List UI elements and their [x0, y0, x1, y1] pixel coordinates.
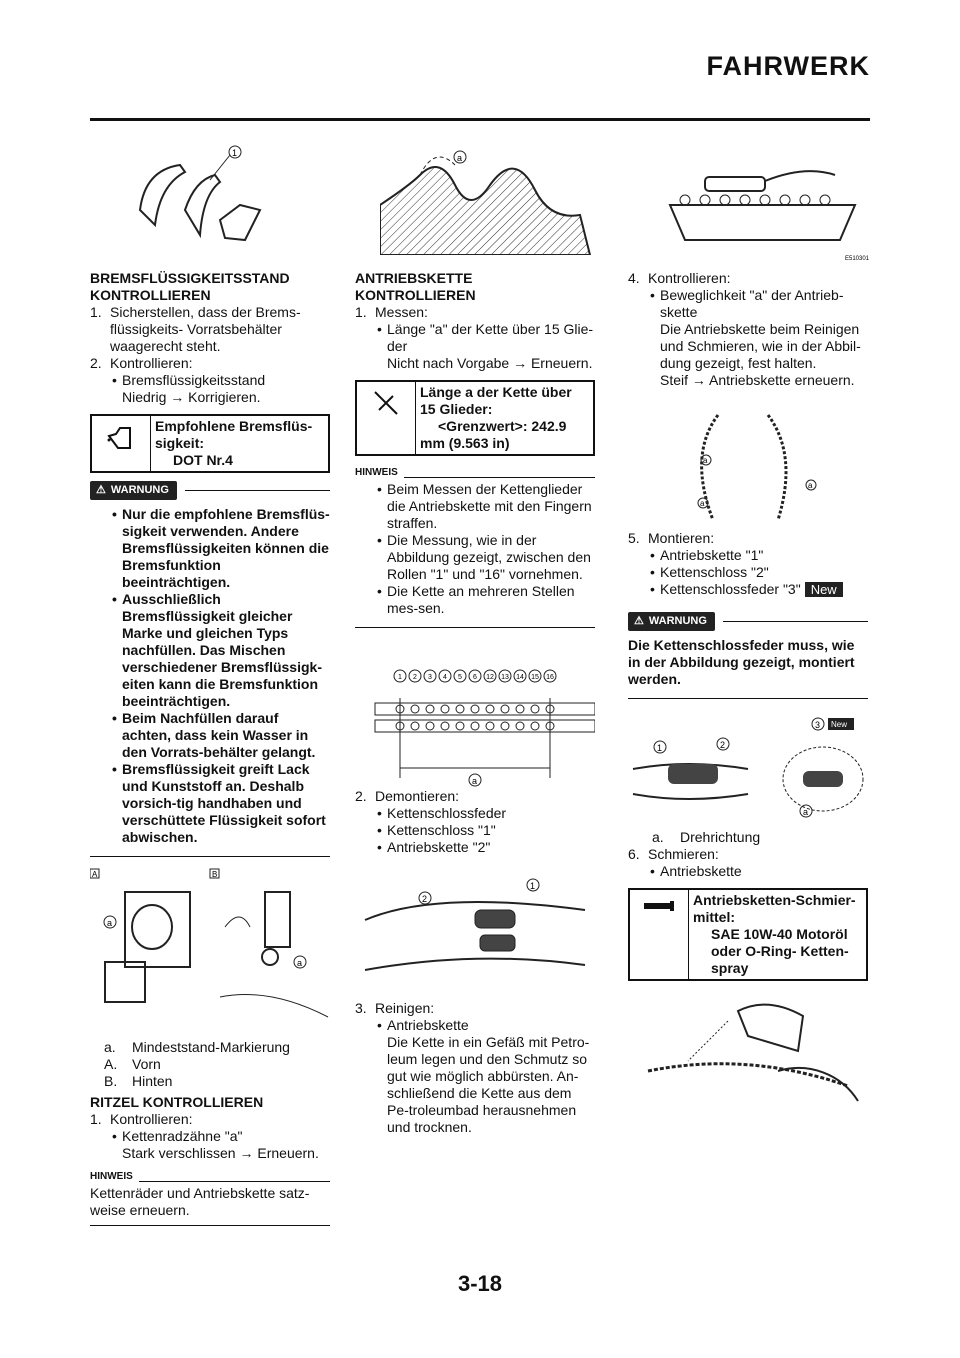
new-badge: New: [805, 582, 843, 597]
warning-header: [628, 612, 868, 631]
bullet-item: • Beweglichkeit "a" der Antrieb-skette: [628, 287, 868, 321]
oil-can-icon: [106, 422, 136, 452]
section-title-brake-fluid: BREMSFLÜSSIGKEITSSTAND KONTROLLIEREN: [90, 270, 290, 303]
chain-number: 13: [501, 674, 509, 681]
chain-number: 12: [486, 674, 494, 681]
spec-label: Antriebsketten-Schmier-mittel:: [693, 892, 856, 925]
svg-text:2: 2: [422, 894, 428, 904]
warning-header: [90, 481, 330, 500]
figure-code: E510301: [845, 256, 870, 262]
chain-roller: [486, 705, 494, 713]
step-4: 4. Kontrollieren:: [628, 270, 731, 286]
svg-text:B: B: [212, 870, 218, 879]
chain-number: 6: [473, 674, 477, 681]
chain-number: 4: [443, 674, 447, 681]
spec-box-chain-length: [355, 380, 595, 456]
chain-number: 16: [546, 674, 554, 681]
bullet-item: • Antriebskette "2": [355, 839, 595, 856]
chain-number: 15: [531, 674, 539, 681]
step-6: 6. Schmieren:: [628, 846, 719, 862]
chain-number: 14: [516, 674, 524, 681]
warning-list: [90, 506, 330, 846]
warning-label: WARNUNG: [110, 484, 169, 496]
chain-flex-figure: [628, 395, 868, 530]
bullet-chain-length-sub: Nicht nach Vorgabe → Erneuern.: [387, 355, 593, 371]
hinweis-item: • Die Messung, wie in der Abbildung gezeigt, zwischen den Rollen "1" und "16" vornehmen.: [355, 532, 595, 583]
chain-number: 3: [428, 674, 432, 681]
section-title-sprocket: RITZEL KONTROLLIEREN: [90, 1094, 264, 1110]
chain-roller: [516, 705, 524, 713]
chain-roller: [456, 722, 464, 730]
wrench-icon: [371, 388, 401, 418]
chain-roller: [426, 705, 434, 713]
bullet-fluid-level: • Bremsflüssigkeitsstand: [90, 372, 330, 389]
svg-text:A: A: [92, 870, 98, 879]
bullet-sprocket-teeth: • Kettenradzähne "a": [90, 1128, 330, 1145]
hinweis-item: • Beim Messen der Kettenglieder die Antriebskette mit den Fingern straffen.: [355, 481, 595, 532]
spec-value: SAE 10W-40 Motoröl oder O-Ring- Ketten-spray: [711, 926, 849, 976]
bullet-item: • Kettenschloss "2": [628, 564, 868, 581]
bullet-chain-length: • Länge "a" der Kette über 15 Glie-der: [355, 321, 595, 355]
grease-gun-icon: [642, 896, 676, 916]
step-3: 3. Reinigen:: [355, 1000, 435, 1016]
step-1: 1. Messen:: [355, 304, 428, 320]
svg-text:3: 3: [815, 720, 821, 730]
bullet-item: • Antriebskette: [355, 1017, 595, 1034]
bullet-item-sub: Steif → Antriebskette erneuern.: [660, 372, 855, 388]
chain-number: 5: [458, 674, 462, 681]
bullet-item: • Antriebskette: [628, 863, 868, 880]
spec-value-2: mm (9.563 in): [420, 435, 510, 451]
warning-item: • Beim Nachfüllen darauf achten, dass kein Wasser in den Vorrats-behälter gelangt.: [90, 710, 330, 761]
step-2: 2. Demontieren:: [355, 788, 460, 804]
step-1: 1. Kontrollieren:: [90, 1111, 193, 1127]
spec-value: DOT Nr.4: [173, 452, 233, 468]
svg-text:1: 1: [657, 743, 663, 753]
step-2: 2. Kontrollieren:: [90, 355, 193, 371]
chain-roller: [516, 722, 524, 730]
spec-box-brake-fluid: [90, 414, 330, 473]
svg-text:a: a: [803, 807, 809, 817]
chain-roller: [531, 722, 539, 730]
bullet-item-sub: Die Kette in ein Gefäß mit Petro-leum legen und den Schmutz so gut wie möglich abbürsten. An-schließend die Kette aus dem Pe-troleumbad herausnehmen und trocknen.: [387, 1034, 590, 1135]
hinweis-text: Kettenräder und Antriebskette satz-weise erneuern.: [90, 1185, 310, 1218]
chain-removal-figure: [355, 870, 595, 1000]
bullet-item-sub: Die Antriebskette beim Reinigen und Schmieren, wie in der Abbil-dung gezeigt, fest halten.: [660, 321, 861, 371]
spec-label: Länge a der Kette über 15 Glieder:: [420, 384, 572, 417]
figure-legend: a. Drehrichtung: [652, 829, 761, 845]
chain-roller: [531, 705, 539, 713]
svg-text:a: a: [472, 776, 478, 786]
svg-text:a: a: [297, 958, 303, 968]
chain-cleaning-figure: [655, 145, 870, 265]
chain-roller: [426, 722, 434, 730]
chain-roller: [501, 722, 509, 730]
chain-roller: [441, 705, 449, 713]
bullet-item: • Kettenschloss "1": [355, 822, 595, 839]
warning-label: WARNUNG: [648, 615, 707, 627]
chain-roller: [441, 722, 449, 730]
chain-roller: [411, 705, 419, 713]
svg-text:a: a: [700, 499, 705, 508]
column-drive-chain: [355, 270, 595, 1136]
warning-icon: ⚠: [634, 615, 644, 627]
step-5: 5. Montieren:: [628, 530, 715, 546]
section-title-drive-chain: ANTRIEBSKETTE KONTROLLIEREN: [355, 270, 476, 303]
brake-pads-figure: [125, 140, 305, 250]
chain-roller: [471, 705, 479, 713]
chain-number: 1: [398, 674, 402, 681]
header-rule: [90, 118, 870, 121]
warning-icon: ⚠: [96, 484, 106, 496]
bullet-fluid-level-sub: Niedrig → Korrigieren.: [122, 389, 261, 405]
chain-roller: [486, 722, 494, 730]
svg-text:a: a: [107, 918, 113, 928]
spec-label: Empfohlene Bremsflüs-sigkeit:: [155, 418, 313, 451]
figure-legend: a. Mindeststand-Markierung A. Vorn B. Hinten: [104, 1039, 290, 1089]
chain-roller: [456, 705, 464, 713]
page-header-title: FAHRWERK: [706, 51, 870, 81]
svg-text:New: New: [831, 720, 848, 729]
bullet-item: • Antriebskette "1": [628, 547, 868, 564]
chain-number: 2: [413, 674, 417, 681]
svg-text:a: a: [808, 481, 813, 490]
spec-value: <Grenzwert>: 242.9: [438, 418, 567, 434]
svg-text:2: 2: [720, 740, 726, 750]
bullet-sprocket-teeth-sub: Stark verschlissen → Erneuern.: [122, 1145, 319, 1161]
chain-roller: [411, 722, 419, 730]
page-number: 3-18: [457, 1271, 503, 1296]
hinweis-header: HINWEIS: [90, 1168, 330, 1185]
warning-item: • Bremsflüssigkeit greift Lack und Kunststoff an. Deshalb vorsich-tig handhaben und verschüttete Flüssigkeit sofort abwischen.: [90, 761, 330, 846]
warning-item: • Ausschließlich Bremsflüssigkeit gleicher Marke und gleichen Typs nachfüllen. Das Mischen verschiedener Bremsflüssigk-eiten kann die Bremsfunktion beeinträchtigen.: [90, 591, 330, 710]
chain-roller: [471, 722, 479, 730]
warning-item: • Nur die empfohlene Bremsflüs-sigkeit verwenden. Andere Bremsflüssigkeiten können die Bremsfunktion beeinträchtigen.: [90, 506, 330, 591]
column-chain-check: [628, 270, 868, 1111]
chain-measure-figure: [355, 658, 595, 788]
svg-text:a: a: [703, 456, 708, 465]
step-1: 1. Sicherstellen, dass der Brems-flüssigkeits- Vorratsbehälter waagerecht steht.: [90, 304, 301, 354]
sprocket-teeth-figure: [380, 145, 600, 255]
spec-box-lubricant: [628, 888, 868, 981]
bullet-item: • Kettenschlossfeder "3" New: [628, 581, 868, 598]
bullet-item: • Kettenschlossfeder: [355, 805, 595, 822]
hinweis-header: HINWEIS: [355, 464, 595, 481]
fig-callout-1: 1: [232, 148, 238, 158]
hinweis-item: • Die Kette an mehreren Stellen mes-sen.: [355, 583, 595, 617]
warning-text: Die Kettenschlossfeder muss, wie in der Abbildung gezeigt, montiert werden.: [628, 637, 855, 687]
brake-reservoir-figures: [90, 867, 330, 1039]
column-brake-fluid: [90, 270, 330, 1236]
svg-text:a: a: [457, 153, 463, 163]
chain-clip-figure: [628, 709, 868, 829]
chain-lubrication-figure: [628, 991, 868, 1111]
svg-text:1: 1: [530, 881, 536, 891]
chain-roller: [501, 705, 509, 713]
